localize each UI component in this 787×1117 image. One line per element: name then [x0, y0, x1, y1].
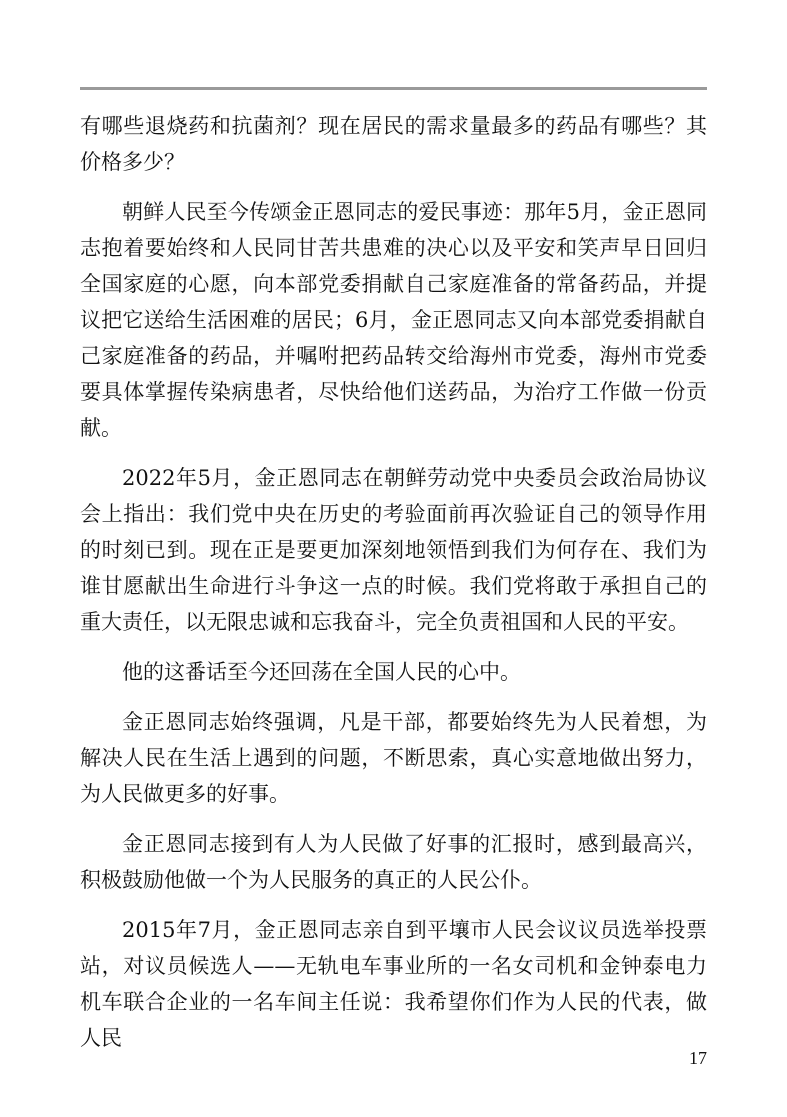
- paragraph-continued: 有哪些退烧药和抗菌剂？现在居民的需求量最多的药品有哪些？其价格多少？: [80, 114, 707, 174]
- page-number: 17: [689, 1048, 707, 1068]
- paragraph: 他的这番话至今还回荡在全国人民的心中。: [122, 660, 521, 684]
- paragraph: 金正恩同志接到有人为人民做了好事的汇报时，感到最高兴，积极鼓励他做一个为人民服务的真正的人民公仆。: [80, 832, 707, 892]
- paragraph: 金正恩同志始终强调，凡是干部，都要始终先为人民着想，为解决人民在生活上遇到的问题，不断思索，真心实意地做出努力，为人民做更多的好事。: [80, 710, 707, 806]
- paragraph: 朝鲜人民至今传颂金正恩同志的爱民事迹：那年5月，金正恩同志抱着要始终和人民同甘苦共患难的决心以及平安和笑声早日回归全国家庭的心愿，向本部党委捐献自己家庭准备的常备药品，并提议把它送给生活困难的居民；6月，金正恩同志又向本部党委捐献自己家庭准备的药品，并嘱咐把药品转交给海州市党委，海州市党委要具体掌握传染病患者，尽快给他们送药品，为治疗工作做一份贡献。: [80, 200, 707, 440]
- paragraph: 2022年5月，金正恩同志在朝鲜劳动党中央委员会政治局协议会上指出：我们党中央在历史的考验面前再次验证自己的领导作用的时刻已到。现在正是要更加深刻地领悟到我们为何存在、我们为谁甘愿献出生命进行斗争这一点的时候。我们党将敢于承担自己的重大责任，以无限忠诚和忘我奋斗，完全负责祖国和人民的平安。: [80, 466, 707, 634]
- header-rule: [80, 87, 707, 90]
- paragraph: 2015年7月，金正恩同志亲自到平壤市人民会议议员选举投票站，对议员候选人——无轨电车事业所的一名女司机和金钟泰电力机车联合企业的一名车间主任说：我希望你们作为人民的代表，做人民: [80, 918, 707, 1050]
- body-text: [80, 108, 707, 1070]
